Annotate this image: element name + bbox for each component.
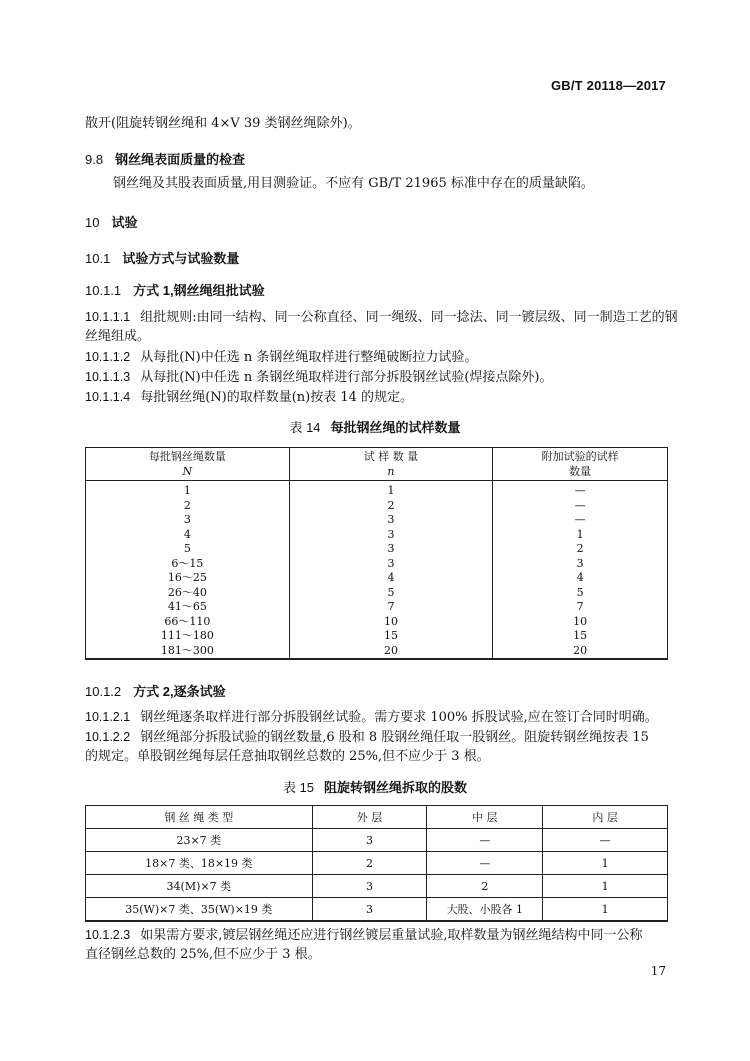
column-header-rope-type: 钢 丝 绳 类 型	[86, 806, 313, 829]
table-row	[86, 615, 668, 630]
table-cell: 15	[289, 629, 493, 644]
table-row	[86, 571, 668, 586]
table-number: 表 14	[289, 420, 321, 435]
clause-number: 10.1.1.2	[85, 350, 131, 364]
table-cell: 111～180	[86, 629, 290, 644]
table-cell: 10	[493, 615, 668, 630]
clause-10-1-1-4	[85, 387, 413, 408]
table-cell: 3	[289, 528, 493, 543]
section-number: 10.1	[85, 251, 111, 266]
table-row	[86, 629, 668, 644]
table-cell: 5	[86, 542, 290, 557]
table-cell: 1	[289, 481, 493, 499]
table-cell: 35(W)×7 类、35(W)×19 类	[86, 898, 313, 922]
clause-text: 如果需方要求,镀层钢丝绳还应进行钢丝镀层重量试验,取样数量为钢丝绳结构中同一公称	[140, 928, 643, 943]
clause-10-1-1-1-continued: 丝绳组成。	[85, 329, 151, 344]
table-cell: —	[493, 481, 668, 499]
table-cell: 41～65	[86, 600, 290, 615]
table-cell: 10	[289, 615, 493, 630]
table-cell: —	[493, 499, 668, 514]
continued-paragraph: 散开(阻旋转钢丝绳和 4×V 39 类钢丝绳除外)。	[85, 116, 361, 131]
table-cell: —	[493, 513, 668, 528]
clause-10-1-2-3-continued: 直径钢丝总数的 25%,但不应少于 3 根。	[85, 947, 321, 962]
table-cell: 2	[86, 499, 290, 514]
table-row	[86, 499, 668, 514]
section-10-1-2-heading	[85, 681, 226, 700]
column-header-batch-quantity: 每批钢丝绳数量 N	[86, 448, 290, 481]
table-cell: 7	[493, 600, 668, 615]
table-cell: 1	[493, 528, 668, 543]
table-cell: 4	[493, 571, 668, 586]
clause-10-1-1-2	[85, 347, 477, 368]
table-cell: 20	[493, 644, 668, 660]
column-header-middle-layer: 中 层	[427, 806, 543, 829]
section-10-1-heading	[85, 248, 239, 267]
table-cell: —	[427, 852, 543, 875]
clause-10-1-2-3	[85, 925, 642, 946]
table-cell: 3	[86, 513, 290, 528]
section-title: 试验	[111, 215, 138, 230]
table-row	[86, 528, 668, 543]
section-number: 10	[85, 215, 100, 230]
standard-number-header: GB/T 20118—2017	[550, 78, 666, 93]
table-cell: 20	[289, 644, 493, 660]
table-14-caption	[0, 417, 750, 436]
clause-10-1-2-1	[85, 707, 658, 728]
clause-10-1-1-3	[85, 367, 553, 388]
clause-text: 组批规则:由同一结构、同一公称直径、同一绳级、同一捻法、同一镀层级、同一制造工艺的钢	[140, 310, 678, 325]
clause-number: 10.1.1.4	[85, 390, 131, 404]
table-cell: 181～300	[86, 644, 290, 660]
table-cell: 1	[543, 852, 668, 875]
table-cell: 2	[493, 542, 668, 557]
table-cell: 2	[312, 852, 427, 875]
table-cell: 3	[312, 875, 427, 898]
table-cell: 3	[289, 557, 493, 572]
clause-text: 每批钢丝绳(N)的取样数量(n)按表 14 的规定。	[140, 390, 414, 405]
clause-number: 10.1.1.1	[85, 310, 131, 324]
section-number: 9.8	[85, 152, 104, 167]
table-row	[86, 513, 668, 528]
table-cell: 26～40	[86, 586, 290, 601]
section-number: 10.1.1	[85, 283, 122, 298]
table-cell: —	[543, 829, 668, 852]
clause-number: 10.1.2.1	[85, 710, 131, 724]
table-cell: 4	[289, 571, 493, 586]
table-title: 阻旋转钢丝绳拆取的股数	[324, 780, 468, 795]
table-row	[86, 829, 668, 852]
table-row	[86, 586, 668, 601]
table-cell: 大股、小股各 1	[427, 898, 543, 922]
table-cell: 3	[493, 557, 668, 572]
clause-10-1-1-1	[85, 307, 678, 328]
table-cell: 15	[493, 629, 668, 644]
section-10-1-1-heading	[85, 280, 265, 299]
clause-text: 从每批(N)中任选 n 条钢丝绳取样进行部分拆股钢丝试验(焊接点除外)。	[140, 370, 553, 385]
column-header-inner-layer: 内 层	[543, 806, 668, 829]
table-cell: 7	[289, 600, 493, 615]
section-number: 10.1.2	[85, 684, 122, 699]
table-cell: 6～15	[86, 557, 290, 572]
table-15-caption	[0, 777, 750, 796]
clause-number: 10.1.2.2	[85, 730, 131, 744]
column-header-additional-samples: 附加试验的试样 数量	[493, 448, 668, 481]
page-number: 17	[650, 964, 666, 978]
clause-text: 钢丝绳部分拆股试验的钢丝数量,6 股和 8 股钢丝绳任取一股钢丝。阻旋转钢丝绳按表 15	[140, 730, 649, 745]
table-cell: 3	[289, 513, 493, 528]
section-title: 方式 2,逐条试验	[133, 684, 226, 699]
section-9-8-heading	[85, 149, 245, 168]
section-10-heading	[85, 212, 137, 231]
table-cell: 1	[543, 898, 668, 922]
clause-10-1-2-2-continued: 的规定。单股钢丝绳每层任意抽取钢丝总数的 25%,但不应少于 3 根。	[85, 749, 490, 764]
clause-number: 10.1.1.3	[85, 370, 131, 384]
table-row	[86, 542, 668, 557]
table-cell: 66～110	[86, 615, 290, 630]
table-cell: 3	[312, 898, 427, 922]
table-cell: 1	[543, 875, 668, 898]
column-header-outer-layer: 外 层	[312, 806, 427, 829]
table-14	[85, 447, 668, 660]
table-15	[85, 805, 668, 922]
table-cell: 2	[427, 875, 543, 898]
table-cell: 23×7 类	[86, 829, 313, 852]
section-title: 方式 1,钢丝绳组批试验	[133, 283, 265, 298]
table-row	[86, 557, 668, 572]
table-cell: 34(M)×7 类	[86, 875, 313, 898]
table-row	[86, 644, 668, 660]
table-cell: 2	[289, 499, 493, 514]
table-row	[86, 852, 668, 875]
section-9-8-text: 钢丝绳及其股表面质量,用目测验证。不应有 GB/T 21965 标准中存在的质量缺陷。	[113, 176, 594, 191]
clause-text: 钢丝绳逐条取样进行部分拆股钢丝试验。需方要求 100% 拆股试验,应在签订合同时明确。	[140, 710, 658, 725]
table-cell: 5	[493, 586, 668, 601]
table-cell: 16～25	[86, 571, 290, 586]
table-cell: —	[427, 829, 543, 852]
table-row	[86, 600, 668, 615]
clause-10-1-2-2	[85, 727, 649, 748]
table-cell: 3	[312, 829, 427, 852]
table-row	[86, 898, 668, 922]
table-row	[86, 875, 668, 898]
section-title: 试验方式与试验数量	[122, 251, 240, 266]
table-row	[86, 481, 668, 499]
table-cell: 3	[289, 542, 493, 557]
clause-text: 从每批(N)中任选 n 条钢丝绳取样进行整绳破断拉力试验。	[140, 350, 478, 365]
table-cell: 4	[86, 528, 290, 543]
table-cell: 18×7 类、18×19 类	[86, 852, 313, 875]
clause-number: 10.1.2.3	[85, 928, 131, 942]
table-cell: 1	[86, 481, 290, 499]
table-cell: 5	[289, 586, 493, 601]
section-title: 钢丝绳表面质量的检查	[115, 152, 246, 167]
table-number: 表 15	[282, 780, 315, 795]
table-title: 每批钢丝绳的试样数量	[330, 420, 461, 435]
column-header-sample-quantity: 试 样 数 量 n	[289, 448, 493, 481]
